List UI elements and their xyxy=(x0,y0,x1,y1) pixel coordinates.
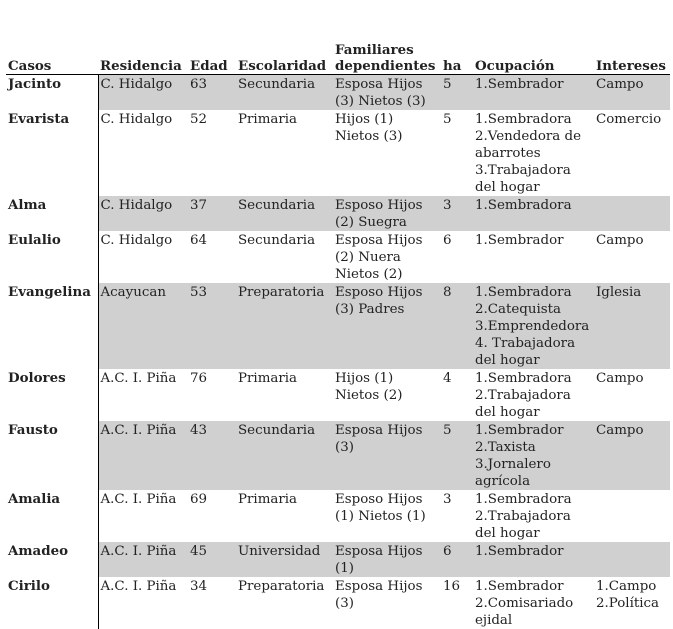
cell-residencia: A.C. I. Piña xyxy=(98,421,188,490)
cell-caso: Evangelina xyxy=(8,284,91,300)
cell-residencia: C. Hidalgo xyxy=(98,196,188,231)
cell-ocupacion: 1.Sembrador xyxy=(473,542,594,577)
table-row xyxy=(6,542,670,577)
cell-intereses xyxy=(594,542,670,577)
cell-residencia: A.C. I. Piña xyxy=(98,542,188,577)
cell-escolaridad: Preparatoria xyxy=(236,283,333,369)
header-escolaridad: Escolaridad xyxy=(236,42,333,75)
cell-ha: 5 xyxy=(441,421,473,490)
cell-caso: Amadeo xyxy=(8,543,69,559)
cell-residencia: A.C. I. Piña xyxy=(98,369,188,421)
cell-residencia: A.C. I. Piña xyxy=(98,577,188,629)
cell-intereses: Campo xyxy=(596,233,644,248)
header-residencia: Residencia xyxy=(98,42,188,75)
cell-intereses: Campo xyxy=(596,371,644,386)
cell-caso: Cirilo xyxy=(8,578,50,594)
cell-ocupacion: 1.Sembradora 2.Trabajadora del hogar xyxy=(475,492,572,541)
cell-ocupacion: 1.Sembradora 2.Vendedora de abarrotes 3.Trabajadora del hogar xyxy=(475,112,582,195)
cell-ocupacion: 1.Sembradora 2.Trabajadora del hogar xyxy=(475,371,572,420)
cell-intereses: Campo xyxy=(594,75,670,111)
cell-residencia: C. Hidalgo xyxy=(98,231,188,283)
table-row xyxy=(6,75,670,111)
cell-residencia: C. Hidalgo xyxy=(98,110,188,196)
cell-ocupacion: 1.Sembrador 2.Comisariado ejidal xyxy=(475,579,574,628)
header-ha: ha xyxy=(441,42,473,75)
table-row xyxy=(6,421,670,490)
cell-familiares: Hijos (1) Nietos (2) xyxy=(335,371,403,403)
cell-ha: 6 xyxy=(443,233,452,248)
cell-escolaridad: Primaria xyxy=(238,112,298,127)
cell-caso: Eulalio xyxy=(8,232,61,248)
cell-familiares: Esposo Hijos (2) Suegra xyxy=(333,196,441,231)
cell-ha: 3 xyxy=(443,492,452,507)
cell-caso: Alma xyxy=(8,197,47,213)
cell-residencia: Acayucan xyxy=(98,283,188,369)
cell-ha: 16 xyxy=(443,579,461,594)
cell-intereses: Comercio xyxy=(596,112,662,127)
cell-ocupacion: 1.Sembrador xyxy=(473,75,594,111)
cell-familiares: Esposa Hijos (3) xyxy=(333,421,441,490)
cell-ha: 4 xyxy=(443,371,452,386)
cell-edad: 52 xyxy=(190,112,208,127)
cell-edad: 76 xyxy=(190,371,208,386)
cell-caso: Amalia xyxy=(8,491,61,507)
cell-familiares: Esposa Hijos (2) Nuera Nietos (2) xyxy=(335,233,423,282)
cell-escolaridad: Secundaria xyxy=(238,233,316,248)
cell-escolaridad: Secundaria xyxy=(236,421,333,490)
cell-ha: 5 xyxy=(441,75,473,111)
cell-ocupacion: 1.Sembradora 2.Catequista 3.Emprendedora 4. Trabajadora del hogar xyxy=(473,283,594,369)
cell-edad: 63 xyxy=(188,75,236,111)
table-row xyxy=(6,196,670,231)
table-row xyxy=(6,283,670,369)
cases-table xyxy=(6,42,670,629)
header-edad: Edad xyxy=(188,42,236,75)
cell-caso: Evarista xyxy=(8,111,70,127)
cell-ocupacion: 1.Sembrador xyxy=(475,233,564,248)
cell-escolaridad: Primaria xyxy=(238,492,298,507)
table-row xyxy=(6,231,670,283)
cell-ha: 3 xyxy=(441,196,473,231)
cell-escolaridad: Primaria xyxy=(238,371,298,386)
cell-caso: Jacinto xyxy=(8,76,62,92)
header-ocupacion: Ocupación xyxy=(473,42,594,75)
cell-intereses: Iglesia xyxy=(594,283,670,369)
cell-familiares: Esposo Hijos (3) Padres xyxy=(333,283,441,369)
table-row xyxy=(6,110,670,196)
cell-ha: 6 xyxy=(441,542,473,577)
cell-intereses xyxy=(594,196,670,231)
cell-intereses xyxy=(594,490,670,542)
cell-familiares: Esposa Hijos (3) xyxy=(335,579,423,611)
cell-caso: Dolores xyxy=(8,370,66,386)
cell-intereses: 1.Campo 2.Política xyxy=(596,579,660,611)
cell-edad: 53 xyxy=(188,283,236,369)
cell-edad: 34 xyxy=(190,579,208,594)
cell-residencia: C. Hidalgo xyxy=(98,75,188,111)
cell-ha: 5 xyxy=(443,112,452,127)
cell-familiares: Esposa Hijos (3) Nietos (3) xyxy=(333,75,441,111)
cell-caso: Fausto xyxy=(8,422,58,438)
header-intereses: Intereses xyxy=(594,42,670,75)
cell-escolaridad: Secundaria xyxy=(236,75,333,111)
cell-escolaridad: Preparatoria xyxy=(238,579,325,594)
table-row xyxy=(6,577,670,629)
cell-ocupacion: 1.Sembradora xyxy=(473,196,594,231)
cell-residencia: A.C. I. Piña xyxy=(98,490,188,542)
cell-ocupacion: 1.Sembrador 2.Taxista 3.Jornalero agrícola xyxy=(473,421,594,490)
cell-ha: 8 xyxy=(441,283,473,369)
table-header-row xyxy=(6,42,670,75)
header-familiares: Familiares dependientes xyxy=(333,42,441,75)
header-casos: Casos xyxy=(6,42,98,75)
cell-escolaridad: Universidad xyxy=(236,542,333,577)
cell-intereses: Campo xyxy=(594,421,670,490)
cell-edad: 64 xyxy=(190,233,208,248)
cell-familiares: Esposo Hijos (1) Nietos (1) xyxy=(335,492,426,524)
table-row xyxy=(6,490,670,542)
cell-familiares: Esposa Hijos (1) xyxy=(333,542,441,577)
cell-edad: 45 xyxy=(188,542,236,577)
cell-edad: 69 xyxy=(190,492,208,507)
cell-edad: 37 xyxy=(188,196,236,231)
cell-familiares: Hijos (1) Nietos (3) xyxy=(335,112,403,144)
table-row xyxy=(6,369,670,421)
cell-edad: 43 xyxy=(188,421,236,490)
cell-escolaridad: Secundaria xyxy=(236,196,333,231)
